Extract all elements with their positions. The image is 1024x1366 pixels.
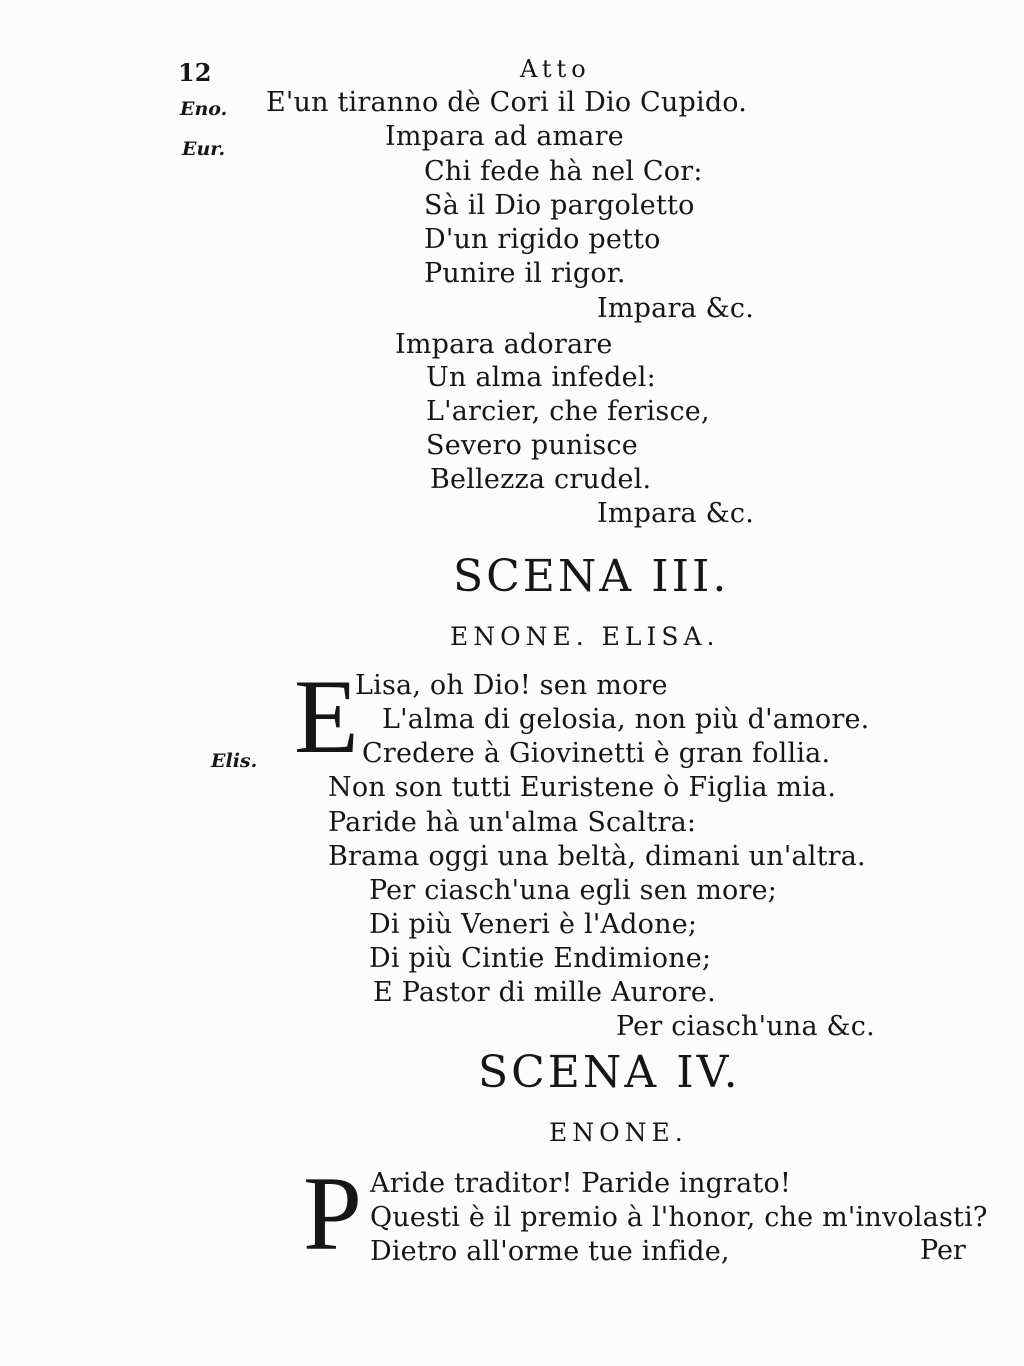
verse-line: E'un tiranno dè Cori il Dio Cupido. (266, 87, 748, 118)
verse-line: Impara adorare (395, 329, 613, 360)
speaker-label: Eur. (182, 138, 226, 160)
scene-title: SCENA III. (453, 551, 730, 602)
verse-line: L'arcier, che ferisce, (426, 396, 710, 427)
verse-line: Questi è il premio à l'honor, che m'involasti? (370, 1202, 988, 1233)
verse-line: Lisa, oh Dio! sen more (355, 670, 668, 701)
drop-capital: E (294, 658, 359, 775)
verse-line: Impara &c. (597, 293, 754, 324)
verse-line: Dietro all'orme tue infide, (370, 1236, 730, 1267)
verse-line: D'un rigido petto (424, 224, 661, 255)
scene-characters: ENONE. ELISA. (450, 622, 720, 651)
verse-line: Brama oggi una beltà, dimani un'altra. (328, 841, 866, 872)
verse-line: Non son tutti Euristene ò Figlia mia. (328, 772, 837, 803)
verse-line: Un alma infedel: (426, 362, 656, 393)
scene-characters: ENONE. (549, 1118, 688, 1147)
verse-line: Impara ad amare (385, 121, 624, 152)
verse-line: Impara &c. (597, 498, 754, 529)
verse-line: Aride traditor! Paride ingrato! (370, 1168, 792, 1199)
speaker-label: Elis. (211, 750, 258, 772)
verse-line: Credere à Giovinetti è gran follia. (362, 738, 831, 769)
drop-capital: P (303, 1155, 362, 1272)
verse-line: Paride hà un'alma Scaltra: (328, 807, 697, 838)
verse-line: Di più Cintie Endimione; (369, 943, 712, 974)
running-head: Atto (520, 55, 591, 83)
verse-line: E Pastor di mille Aurore. (373, 977, 716, 1008)
verse-line: Per ciasch'una &c. (616, 1011, 875, 1042)
verse-line: Di più Veneri è l'Adone; (369, 909, 698, 940)
page-number: 12 (178, 58, 212, 87)
verse-line: Bellezza crudel. (430, 464, 652, 495)
verse-line: Chi fede hà nel Cor: (424, 156, 703, 187)
verse-line: Sà il Dio pargoletto (424, 190, 695, 221)
catchword: Per (920, 1235, 966, 1266)
verse-line: L'alma di gelosia, non più d'amore. (382, 704, 870, 735)
speaker-label: Eno. (180, 98, 228, 120)
verse-line: Punire il rigor. (424, 258, 626, 289)
scene-title: SCENA IV. (478, 1047, 741, 1098)
verse-line: Severo punisce (426, 430, 638, 461)
verse-line: Per ciasch'una egli sen more; (369, 875, 778, 906)
